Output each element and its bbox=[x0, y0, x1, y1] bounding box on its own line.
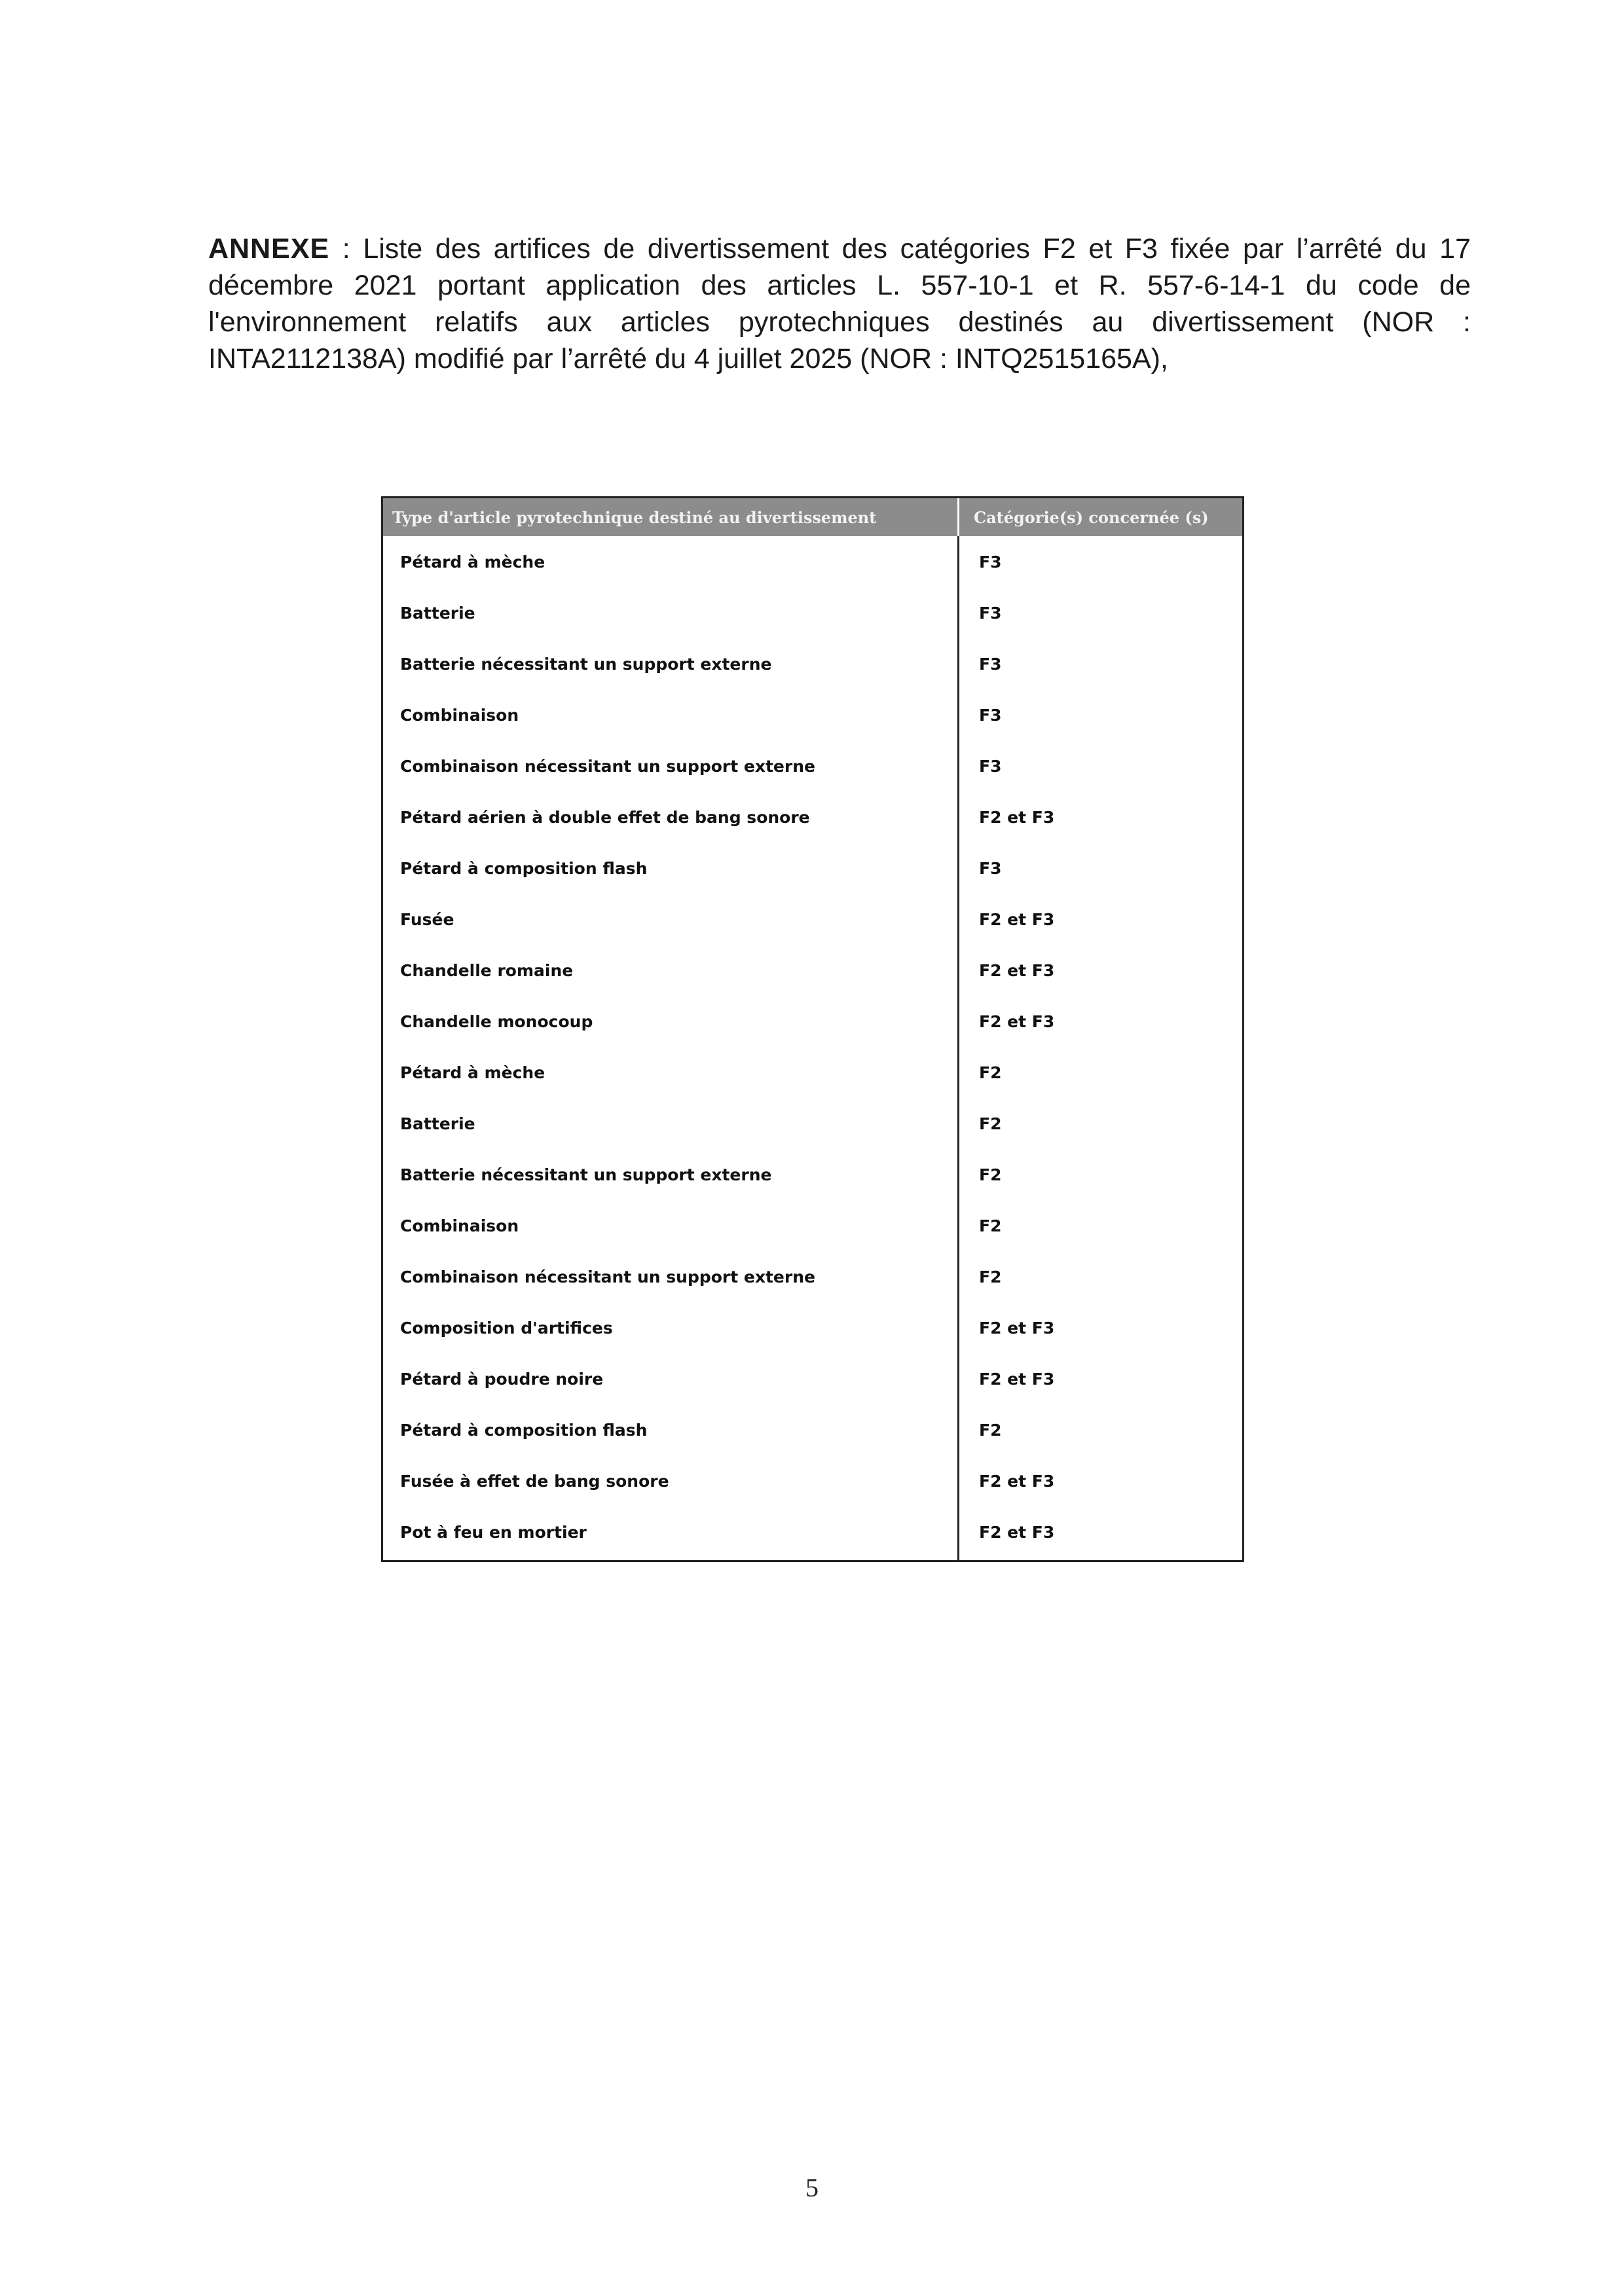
table-row bbox=[383, 996, 1242, 1047]
cell-article-type: Chandelle romaine bbox=[400, 960, 574, 980]
cell-article-type: Pétard aérien à double effet de bang sonore bbox=[400, 807, 810, 827]
table-row bbox=[383, 740, 1242, 792]
cell-article-type: Combinaison nécessitant un support externe bbox=[400, 1267, 815, 1286]
cell-category: F2 et F3 bbox=[979, 1522, 1055, 1542]
cell-article-type: Fusée à effet de bang sonore bbox=[400, 1471, 669, 1491]
annex-intro-paragraph bbox=[208, 230, 1471, 377]
table-row bbox=[383, 945, 1242, 996]
cell-category: F2 bbox=[979, 1165, 1002, 1184]
cell-category: F2 bbox=[979, 1063, 1002, 1082]
page-number: 5 bbox=[805, 2173, 819, 2202]
annex-intro-text: : Liste des artifices de divertissement des catégories F2 et F3 fixée par l’arrêté du 17 décembre 2021 portant application des articles L. 557-10-1 et R. 557-6-14-1 du code de l'environnement relatifs aux articles pyrotechniques destinés au divertissement (NOR : INTA2112138A) modifié par l’arrêté du 4 juillet 2025 (NOR : INTQ2515165A), bbox=[208, 233, 1471, 374]
table-body bbox=[383, 536, 1242, 1560]
table-row bbox=[383, 1353, 1242, 1404]
cell-category: F3 bbox=[979, 858, 1002, 878]
cell-category: F3 bbox=[979, 654, 1002, 674]
cell-article-type: Pot à feu en mortier bbox=[400, 1522, 587, 1542]
cell-category: F2 et F3 bbox=[979, 1318, 1055, 1338]
table-row bbox=[383, 1302, 1242, 1353]
cell-article-type: Pétard à mèche bbox=[400, 1063, 545, 1082]
cell-article-type: Batterie nécessitant un support externe bbox=[400, 654, 772, 674]
cell-article-type: Pétard à poudre noire bbox=[400, 1369, 604, 1389]
table-row bbox=[383, 587, 1242, 638]
cell-article-type: Batterie bbox=[400, 603, 475, 623]
cell-category: F2 et F3 bbox=[979, 909, 1055, 929]
table-row bbox=[383, 1251, 1242, 1302]
cell-category: F2 et F3 bbox=[979, 960, 1055, 980]
cell-article-type: Combinaison bbox=[400, 705, 519, 725]
table-row bbox=[383, 638, 1242, 689]
cell-category: F2 et F3 bbox=[979, 807, 1055, 827]
table-row bbox=[383, 1404, 1242, 1455]
cell-category: F2 et F3 bbox=[979, 1471, 1055, 1491]
table-row bbox=[383, 1506, 1242, 1558]
cell-article-type: Batterie nécessitant un support externe bbox=[400, 1165, 772, 1184]
cell-category: F3 bbox=[979, 756, 1002, 776]
cell-category: F3 bbox=[979, 705, 1002, 725]
table-row bbox=[383, 894, 1242, 945]
cell-article-type: Pétard à composition flash bbox=[400, 858, 648, 878]
cell-category: F3 bbox=[979, 603, 1002, 623]
table-row bbox=[383, 792, 1242, 843]
table-row bbox=[383, 1455, 1242, 1506]
cell-category: F2 bbox=[979, 1267, 1002, 1286]
cell-article-type: Batterie bbox=[400, 1114, 475, 1133]
cell-article-type: Pétard à composition flash bbox=[400, 1420, 648, 1440]
table-row bbox=[383, 843, 1242, 894]
table-row bbox=[383, 689, 1242, 740]
table-row bbox=[383, 1200, 1242, 1251]
cell-category: F2 bbox=[979, 1114, 1002, 1133]
table-row bbox=[383, 1149, 1242, 1200]
header-article-type: Type d'article pyrotechnique destiné au divertissement bbox=[383, 498, 959, 536]
cell-article-type: Combinaison nécessitant un support externe bbox=[400, 756, 815, 776]
cell-category: F2 et F3 bbox=[979, 1369, 1055, 1389]
cell-category: F3 bbox=[979, 552, 1002, 572]
table-header bbox=[383, 498, 1242, 536]
table-row bbox=[383, 1047, 1242, 1098]
header-category: Catégorie(s) concernée (s) bbox=[974, 507, 1209, 527]
cell-category: F2 bbox=[979, 1216, 1002, 1235]
cell-article-type: Chandelle monocoup bbox=[400, 1011, 593, 1031]
cell-article-type: Fusée bbox=[400, 909, 454, 929]
table-row bbox=[383, 536, 1242, 587]
annex-heading: ANNEXE bbox=[208, 233, 330, 264]
fireworks-category-table bbox=[381, 496, 1244, 1562]
cell-article-type: Combinaison bbox=[400, 1216, 519, 1235]
cell-article-type: Pétard à mèche bbox=[400, 552, 545, 572]
cell-article-type: Composition d'artifices bbox=[400, 1318, 613, 1338]
cell-category: F2 bbox=[979, 1420, 1002, 1440]
cell-category: F2 et F3 bbox=[979, 1011, 1055, 1031]
table-row bbox=[383, 1098, 1242, 1149]
